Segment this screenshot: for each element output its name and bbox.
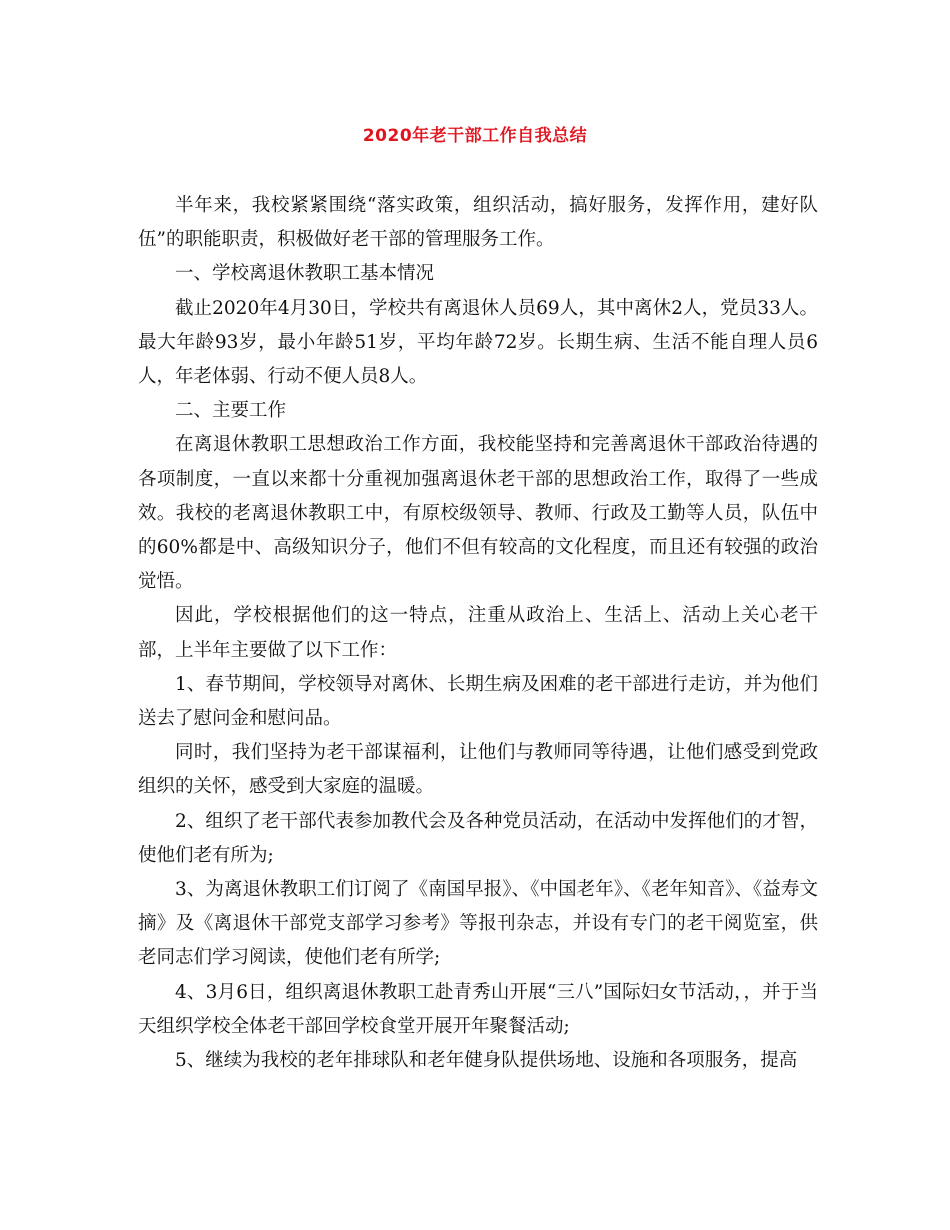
document-body [138, 189, 818, 1078]
list-item-4: 4、3月6日，组织离退休教职工赴青秀山开展“三八”国际妇女节活动，，并于当天组织学校全体老干部回学校食堂开展开年聚餐活动; [138, 981, 818, 1037]
list-item-3: 3、为离退休教职工们订阅了《南国早报》、《中国老年》、《老年知音》、《益寿文摘》及《离退休干部党支部学习参考》等报刊杂志，并设有专门的老干阅览室，供老同志们学习阅读，使他们老有所学; [138, 879, 818, 969]
paragraph-intro: 半年来，我校紧紧围绕“落实政策，组织活动，搞好服务，发挥作用，建好队伍”的职能职责，积极做好老干部的管理服务工作。 [138, 195, 818, 251]
list-item-2: 2、组织了老干部代表参加教代会及各种党员活动，在活动中发挥他们的才智，使他们老有所为; [138, 810, 818, 866]
list-item-5: 5、继续为我校的老年排球队和老年健身队提供场地、设施和各项服务，提高 [175, 1050, 798, 1072]
heading-main-work: 二、主要工作 [175, 400, 287, 422]
paragraph-statistics: 截止2020年4月30日，学校共有离退休人员69人，其中离休2人，党员33人。最大年龄93岁，最小年龄51岁，平均年龄72岁。长期生病、生活不能自理人员6人，年老体弱、行动不便人员8人。 [138, 297, 818, 388]
paragraph-welfare: 同时，我们坚持为老干部谋福利，让他们与教师同等待遇，让他们感受到党政组织的关怀，感受到大家庭的温暖。 [138, 742, 818, 798]
heading-basic-situation: 一、学校离退休教职工基本情况 [175, 263, 435, 285]
document-title: 2020年老干部工作自我总结 [362, 126, 588, 146]
paragraph-therefore: 因此，学校根据他们的这一特点，注重从政治上、生活上、活动上关心老干部，上半年主要做了以下工作： [138, 605, 818, 661]
list-item-1: 1、春节期间，学校领导对离休、长期生病及困难的老干部进行走访，并为他们送去了慰问金和慰问品。 [138, 673, 818, 730]
paragraph-political-work: 在离退休教职工思想政治工作方面，我校能坚持和完善离退休干部政治待遇的各项制度，一直以来都十分重视加强离退休老干部的思想政治工作，取得了一些成效。我校的老离退休教职工中，有原校级领导、教师、行政及工勤等人员，队伍中的60%都是中、高级知识分子，他们不但有较高的文化程度，而且还有较强的政治觉悟。 [138, 434, 818, 593]
